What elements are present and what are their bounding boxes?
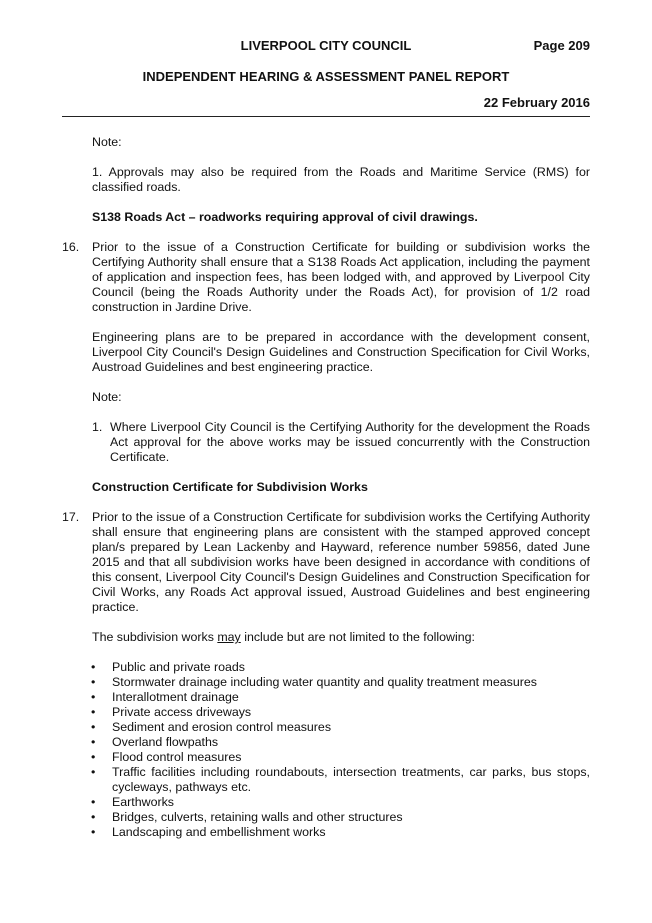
underlined-may: may bbox=[217, 630, 241, 644]
note-label-2: Note: bbox=[92, 390, 122, 404]
condition-16-number: 16. bbox=[62, 240, 80, 254]
condition-16 bbox=[62, 240, 590, 315]
condition-16-text: Prior to the issue of a Construction Certificate for building or subdivision works the Certifying Authority shall ensure that a S138 Roads Act application, including the payment of application and inspection fees, has been lodged with, and approved by Liverpool City Council (being the Roads Authority under the Roads Act), for provision of 1/2 road construction in Jardine Drive. bbox=[92, 240, 590, 314]
list-item: • Earthworks bbox=[112, 795, 590, 810]
list-item: • Bridges, culverts, retaining walls and other structures bbox=[112, 810, 590, 825]
list-item: • Sediment and erosion control measures bbox=[112, 720, 590, 735]
condition-17-number: 17. bbox=[62, 510, 80, 524]
list-item: • Flood control measures bbox=[112, 750, 590, 765]
note-item-2-number: 1. bbox=[92, 420, 103, 434]
s138-heading: S138 Roads Act – roadworks requiring approval of civil drawings. bbox=[92, 210, 478, 224]
list-item: • Landscaping and embellishment works bbox=[112, 825, 590, 840]
list-item: • Private access driveways bbox=[112, 705, 590, 720]
subdivision-intro: The subdivision works may include but are not limited to the following: bbox=[92, 630, 475, 644]
condition-17 bbox=[62, 510, 590, 615]
note-item-2 bbox=[62, 420, 590, 465]
note-label: Note: bbox=[92, 135, 122, 149]
council-name: LIVERPOOL CITY COUNCIL bbox=[240, 38, 412, 53]
engineering-plans-paragraph: Engineering plans are to be prepared in accordance with the development consent, Liverpool City Council's Design Guidelines and Construction Specification for Civil Works, Austroad Guidelines and best engineering practice. bbox=[92, 330, 590, 374]
document-body bbox=[62, 135, 590, 840]
header-divider bbox=[62, 116, 590, 117]
list-item: • Interallotment drainage bbox=[112, 690, 590, 705]
report-date: 22 February 2016 bbox=[483, 95, 590, 110]
page-number: Page 209 bbox=[533, 38, 590, 53]
list-item: • Stormwater drainage including water quantity and quality treatment measures bbox=[112, 675, 590, 690]
list-item: • Public and private roads bbox=[112, 660, 590, 675]
subdivision-works-list bbox=[62, 660, 590, 840]
report-title: INDEPENDENT HEARING & ASSESSMENT PANEL REPORT bbox=[142, 69, 510, 84]
note-item: 1. Approvals may also be required from the Roads and Maritime Service (RMS) for classified roads. bbox=[92, 165, 590, 194]
note-item-2-text: Where Liverpool City Council is the Certifying Authority for the development the Roads Act approval for the above works may be issued concurrently with the Construction Certificate. bbox=[110, 420, 590, 464]
condition-17-text: Prior to the issue of a Construction Certificate for subdivision works the Certifying Authority shall ensure that engineering plans are consistent with the stamped approved concept plan/s prepared by Lean Lackenby and Hayward, reference number 59856, dated June 2015 and that all subdivision works have been designed in accordance with conditions of this consent, Liverpool City Council's Design Guidelines and Construction Specification for Civil Works, any Roads Act approval issued, Austroad Guidelines and best engineering practice. bbox=[92, 510, 590, 614]
subdivision-heading: Construction Certificate for Subdivision Works bbox=[92, 480, 368, 494]
list-item: • Overland flowpaths bbox=[112, 735, 590, 750]
list-item: • Traffic facilities including roundabouts, intersection treatments, car parks, bus stops, cycleways, pathways etc. bbox=[112, 765, 590, 795]
